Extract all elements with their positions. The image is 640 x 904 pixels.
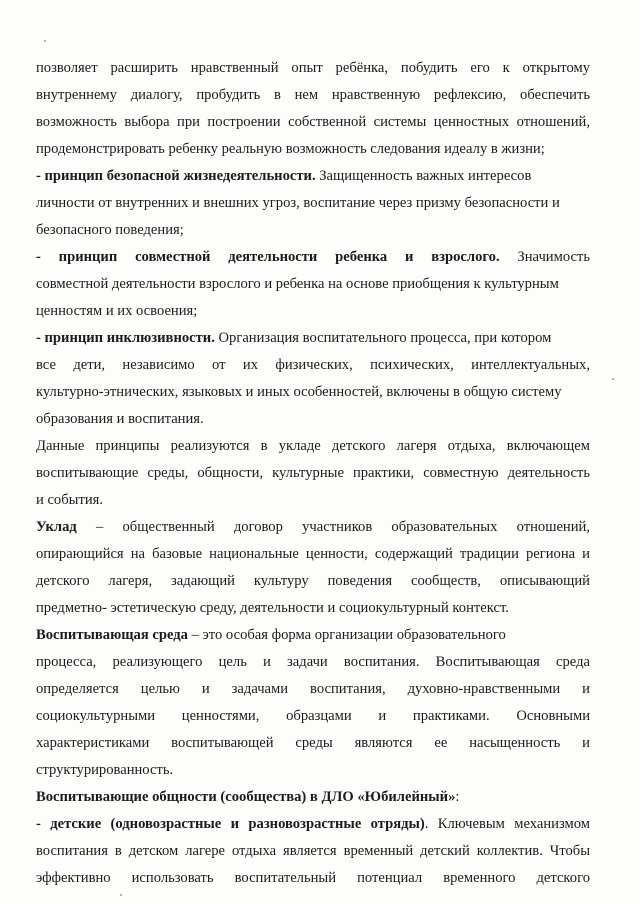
- text-line: [36, 787, 590, 807]
- text-line: [36, 382, 590, 402]
- text-line: [36, 571, 590, 591]
- scan-speck: [612, 378, 614, 380]
- line-text: эффективно использовать воспитательный потенциал временного детского: [36, 870, 590, 886]
- line-text: ценностям и их освоения;: [36, 303, 198, 319]
- text-line: [36, 220, 590, 240]
- scan-speck: [120, 894, 122, 896]
- line-text: Защищенность важных интересов: [315, 168, 532, 184]
- line-text: воспитания в детском лагере отдыха является временный детский коллектив. Чтобы: [36, 843, 590, 859]
- text-line: [36, 760, 590, 780]
- line-text: Данные принципы реализуются в укладе детского лагеря отдыха, включающем: [36, 438, 590, 454]
- text-line: [36, 625, 590, 645]
- line-text: личности от внутренних и внешних угроз, воспитание через призму безопасности и: [36, 195, 560, 211]
- line-text: безопасного поведения;: [36, 222, 184, 238]
- text-line: [36, 355, 590, 375]
- bold-term: Воспитывающие общности (сообщества) в ДЛО «Юбилейный»: [36, 789, 456, 805]
- line-text: все дети, независимо от их физических, психических, интеллектуальных,: [36, 357, 590, 373]
- text-line: [36, 544, 590, 564]
- line-text: позволяет расширить нравственный опыт ребёнка, побудить его к открытому: [36, 60, 590, 76]
- line-text: процесса, реализующего цель и задачи воспитания. Воспитывающая среда: [36, 654, 590, 670]
- line-text: и события.: [36, 492, 104, 508]
- line-text: опирающийся на базовые национальные ценности, содержащий традиции региона и: [36, 546, 590, 562]
- text-line: [36, 193, 590, 213]
- text-line: [36, 463, 590, 483]
- text-line: [36, 58, 590, 78]
- line-text: предметно- эстетическую среду, деятельности и социокультурный контекст.: [36, 600, 509, 616]
- text-line: [36, 841, 590, 861]
- bold-term: Воспитывающая среда: [36, 627, 188, 643]
- text-line: [36, 517, 590, 537]
- scan-speck: [44, 40, 46, 42]
- text-line: [36, 706, 590, 726]
- line-text: совместной деятельности взрослого и ребенка на основе приобщения к культурным: [36, 276, 559, 292]
- text-line: [36, 598, 590, 618]
- bold-term: - детские (одновозрастные и разновозрастные отряды): [36, 816, 425, 832]
- line-text: культурно-этнических, языковых и иных особенностей, включены в общую систему: [36, 384, 562, 400]
- text-line: [36, 652, 590, 672]
- text-line: [36, 85, 590, 105]
- line-text: возможность выбора при построении собственной системы ценностных отношений,: [36, 114, 590, 130]
- bold-term: - принцип безопасной жизнедеятельности.: [36, 168, 316, 184]
- line-text: – это особая форма организации образовательного: [187, 627, 506, 643]
- line-text: Значимость: [499, 249, 590, 265]
- text-line: [36, 112, 590, 132]
- bold-term: - принцип инклюзивности.: [36, 330, 215, 346]
- text-line: [36, 139, 590, 159]
- text-line: [36, 166, 590, 186]
- line-text: определяется целью и задачами воспитания, духовно-нравственными и: [36, 681, 590, 697]
- text-line: [36, 679, 590, 699]
- line-text: структурированность.: [36, 762, 174, 778]
- text-line: [36, 409, 590, 429]
- line-text: характеристиками воспитывающей среды являются ее насыщенность и: [36, 735, 590, 751]
- line-text: продемонстрировать ребенку реальную возможность следования идеалу в жизни;: [36, 141, 545, 157]
- line-text: внутреннему диалогу, пробудить в нем нравственную рефлексию, обеспечить: [36, 87, 590, 103]
- text-line: [36, 247, 590, 267]
- bold-term: - принцип совместной деятельности ребенка и взрослого.: [36, 249, 500, 265]
- line-text: . Ключевым механизмом: [424, 816, 590, 832]
- text-line: [36, 814, 590, 834]
- line-text: социокультурными ценностями, образцами и практиками. Основными: [36, 708, 590, 724]
- text-line: [36, 274, 590, 294]
- text-line: [36, 868, 590, 888]
- line-text: :: [455, 789, 460, 805]
- text-line: [36, 436, 590, 456]
- line-text: Организация воспитательного процесса, при котором: [214, 330, 552, 346]
- bold-term: Уклад: [36, 519, 77, 535]
- line-text: образования и воспитания.: [36, 411, 204, 427]
- text-line: [36, 301, 590, 321]
- text-line: [36, 328, 590, 348]
- line-text: – общественный договор участников образовательных отношений,: [76, 519, 590, 535]
- line-text: воспитывающие среды, общности, культурные практики, совместную деятельность: [36, 465, 590, 481]
- line-text: детского лагеря, задающий культуру поведения сообществ, описывающий: [36, 573, 590, 589]
- text-line: [36, 733, 590, 753]
- text-line: [36, 490, 590, 510]
